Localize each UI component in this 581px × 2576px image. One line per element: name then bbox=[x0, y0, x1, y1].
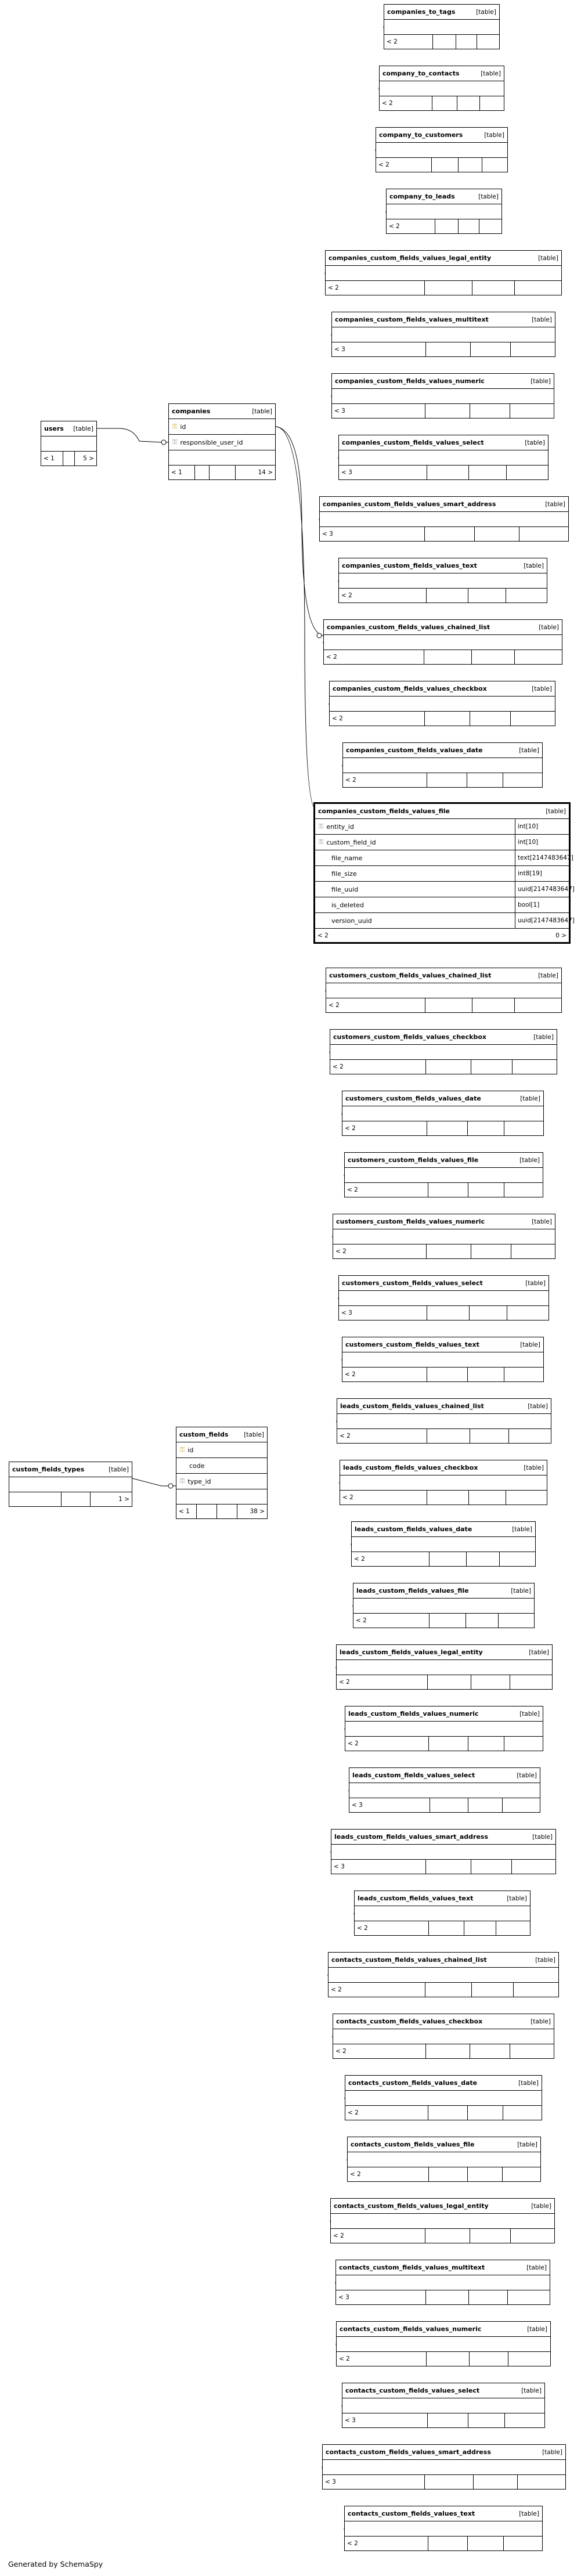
table-type: [table] bbox=[518, 2079, 539, 2087]
table-customers-custom-fields-values-chained-list[interactable] bbox=[326, 968, 562, 1013]
table-companies-custom-fields-values-select[interactable] bbox=[338, 435, 548, 480]
table-companies-custom-fields-values-text[interactable] bbox=[338, 558, 547, 603]
foot-left: < 2 bbox=[345, 2106, 428, 2120]
foot-left: < 3 bbox=[332, 342, 426, 356]
column-name: responsible_user_id bbox=[180, 438, 243, 446]
foot-left: < 2 bbox=[352, 1552, 430, 1566]
column-type: uuid[2147483647] bbox=[518, 917, 575, 924]
foreign-key-icon: ⚿ bbox=[319, 838, 324, 846]
table-customers-custom-fields-values-file[interactable] bbox=[344, 1152, 543, 1197]
table-customers-custom-fields-values-select[interactable] bbox=[338, 1275, 549, 1321]
table-name: leads_custom_fields_values_legal_entity bbox=[340, 1648, 483, 1656]
foot-left: < 1 bbox=[176, 1505, 197, 1518]
edge-end-circle bbox=[168, 1484, 173, 1488]
foot-left: < 2 bbox=[355, 1921, 429, 1935]
table-type: [table] bbox=[512, 1525, 532, 1533]
foreign-key-icon: ⚿ bbox=[180, 1477, 185, 1485]
foot-left: < 2 bbox=[317, 932, 329, 939]
table-name: customers_custom_fields_values_file bbox=[348, 1156, 479, 1164]
foot-left: < 3 bbox=[331, 1860, 426, 1874]
foreign-key-icon: ⚿ bbox=[172, 438, 178, 446]
table-type: [table] bbox=[519, 746, 539, 754]
foot-left: < 2 bbox=[387, 219, 435, 233]
edge-end-circle bbox=[161, 440, 166, 445]
table-type: [table] bbox=[531, 377, 551, 385]
table-name: companies_to_tags bbox=[387, 8, 456, 16]
table-company-to-leads[interactable] bbox=[386, 189, 502, 234]
table-type: [table] bbox=[532, 1833, 553, 1841]
users-companies-edge bbox=[97, 428, 168, 442]
table-contacts-custom-fields-values-multitext[interactable] bbox=[335, 2260, 550, 2305]
foot-right: 38 > bbox=[250, 1508, 265, 1515]
table-type: [table] bbox=[535, 1956, 555, 1964]
table-contacts-custom-fields-values-date[interactable] bbox=[345, 2075, 542, 2120]
table-name: contacts_custom_fields_values_multitext bbox=[339, 2264, 485, 2271]
table-type: [table] bbox=[542, 2448, 562, 2456]
foot-left: < 3 bbox=[342, 2413, 428, 2427]
table-name: leads_custom_fields_values_date bbox=[355, 1525, 472, 1533]
column-name: custom_field_id bbox=[326, 838, 376, 846]
table-companies-custom-fields-values-chained-list[interactable] bbox=[323, 619, 562, 665]
table-type: [table] bbox=[538, 972, 558, 979]
table-companies-custom-fields-values-file[interactable] bbox=[313, 802, 575, 944]
table-type: [table] bbox=[109, 1466, 129, 1473]
table-contacts-custom-fields-values-select[interactable] bbox=[342, 2383, 545, 2428]
table-customers-custom-fields-values-date[interactable] bbox=[342, 1091, 544, 1136]
table-companies[interactable] bbox=[168, 403, 276, 480]
table-type: [table] bbox=[532, 316, 552, 323]
table-name: custom_fields_types bbox=[12, 1466, 85, 1473]
table-name: customers_custom_fields_values_text bbox=[345, 1341, 479, 1348]
table-name: companies_custom_fields_values_text bbox=[342, 562, 477, 569]
table-name: leads_custom_fields_values_numeric bbox=[348, 1710, 479, 1718]
column-name: id bbox=[187, 1446, 194, 1454]
foot-left: < 3 bbox=[336, 2290, 426, 2304]
column-type: uuid[2147483647] bbox=[518, 886, 575, 893]
column-name: version_uuid bbox=[331, 917, 372, 925]
table-type: [table] bbox=[481, 70, 501, 77]
table-name: contacts_custom_fields_values_checkbox bbox=[336, 2018, 483, 2025]
table-type: [table] bbox=[519, 1156, 540, 1164]
foot-left: < 2 bbox=[337, 1429, 427, 1443]
column-name: id bbox=[180, 423, 186, 431]
table-type: [table] bbox=[528, 1402, 548, 1410]
table-type: [table] bbox=[533, 1033, 554, 1041]
foot-left: < 2 bbox=[343, 773, 427, 787]
table-name: leads_custom_fields_values_checkbox bbox=[343, 1464, 478, 1471]
table-contacts-custom-fields-values-legal-entity[interactable] bbox=[330, 2198, 555, 2243]
table-leads-custom-fields-values-file[interactable] bbox=[353, 1583, 535, 1628]
foot-left: < 3 bbox=[339, 1306, 427, 1320]
table-type: [table] bbox=[73, 425, 93, 432]
table-custom-fields[interactable] bbox=[176, 1427, 268, 1519]
table-type: [table] bbox=[524, 562, 544, 569]
table-name: leads_custom_fields_values_select bbox=[352, 1772, 475, 1779]
column-name: file_size bbox=[331, 870, 357, 878]
table-company-to-contacts[interactable] bbox=[379, 66, 504, 111]
table-leads-custom-fields-values-select[interactable] bbox=[349, 1767, 540, 1813]
column-type: int[10] bbox=[518, 823, 539, 830]
table-type: [table] bbox=[546, 807, 566, 815]
table-type: [table] bbox=[484, 131, 504, 139]
table-name: contacts_custom_fields_values_select bbox=[345, 2387, 480, 2394]
table-type: [table] bbox=[532, 1218, 552, 1225]
table-leads-custom-fields-values-date[interactable] bbox=[351, 1521, 536, 1567]
table-contacts-custom-fields-values-numeric[interactable] bbox=[336, 2321, 551, 2366]
foot-left: < 2 bbox=[331, 2229, 425, 2243]
foot-left: < 2 bbox=[345, 2537, 428, 2550]
table-companies-custom-fields-values-numeric[interactable] bbox=[331, 373, 554, 418]
table-name: contacts_custom_fields_values_legal_entity bbox=[334, 2202, 489, 2210]
foot-left: < 1 bbox=[41, 452, 63, 466]
table-leads-custom-fields-values-numeric[interactable] bbox=[345, 1706, 543, 1751]
column-type: text[2147483647] bbox=[518, 854, 573, 861]
table-type: [table] bbox=[511, 1587, 531, 1594]
table-type: [table] bbox=[517, 2141, 537, 2148]
table-name: contacts_custom_fields_values_file bbox=[351, 2141, 475, 2148]
table-leads-custom-fields-values-checkbox[interactable] bbox=[340, 1460, 547, 1505]
table-name: customers_custom_fields_values_select bbox=[342, 1279, 483, 1287]
table-contacts-custom-fields-values-file[interactable] bbox=[347, 2137, 541, 2182]
foot-left: < 2 bbox=[348, 2167, 429, 2181]
column-name: is_deleted bbox=[331, 901, 364, 909]
foot-left: < 2 bbox=[329, 1983, 425, 1997]
primary-key-icon: ⚿ bbox=[172, 423, 178, 430]
column-name: type_id bbox=[187, 1477, 211, 1485]
table-contacts-custom-fields-values-text[interactable] bbox=[344, 2506, 543, 2551]
table-name: leads_custom_fields_values_text bbox=[358, 1895, 474, 1902]
foot-left: < 2 bbox=[342, 1368, 427, 1381]
table-name: companies_custom_fields_values_numeric bbox=[335, 377, 485, 385]
column-name: entity_id bbox=[326, 822, 354, 831]
table-name: leads_custom_fields_values_chained_list bbox=[340, 1402, 484, 1410]
foot-left: < 2 bbox=[330, 1060, 426, 1074]
table-type: [table] bbox=[525, 439, 545, 446]
table-type: [table] bbox=[517, 1772, 537, 1779]
table-name: contacts_custom_fields_values_smart_address bbox=[326, 2448, 491, 2456]
foot-left: < 2 bbox=[326, 998, 425, 1012]
foot-left: < 3 bbox=[323, 2475, 425, 2489]
table-leads-custom-fields-values-chained-list[interactable] bbox=[337, 1398, 551, 1444]
table-name: companies_custom_fields_values_smart_address bbox=[323, 500, 496, 508]
foot-left: < 2 bbox=[337, 1675, 428, 1689]
table-type: [table] bbox=[519, 1710, 540, 1718]
companies-to-file-edge bbox=[276, 427, 316, 810]
column-name: file_name bbox=[331, 854, 363, 862]
table-name: customers_custom_fields_values_chained_list bbox=[329, 972, 492, 979]
foot-left: < 2 bbox=[380, 96, 432, 110]
table-type: [table] bbox=[545, 500, 565, 508]
foot-left: < 2 bbox=[337, 2352, 427, 2366]
table-customers-custom-fields-values-text[interactable] bbox=[342, 1337, 544, 1382]
table-name: companies_custom_fields_values_select bbox=[342, 439, 484, 446]
foot-left: < 2 bbox=[340, 1491, 427, 1505]
table-contacts-custom-fields-values-checkbox[interactable] bbox=[333, 2014, 554, 2059]
table-companies-custom-fields-values-legal-entity[interactable] bbox=[325, 250, 562, 295]
foot-right: 5 > bbox=[83, 455, 94, 462]
foot-left: < 2 bbox=[330, 712, 425, 726]
table-companies-custom-fields-values-multitext[interactable] bbox=[331, 312, 555, 357]
column-type: bool[1] bbox=[518, 901, 540, 908]
table-name: leads_custom_fields_values_file bbox=[356, 1587, 469, 1594]
table-users[interactable] bbox=[41, 421, 97, 466]
table-name: company_to_leads bbox=[389, 193, 455, 200]
foot-left: < 2 bbox=[333, 1244, 427, 1258]
table-name: customers_custom_fields_values_checkbox bbox=[333, 1033, 486, 1041]
table-name: companies bbox=[172, 407, 211, 415]
table-type: [table] bbox=[476, 8, 496, 16]
table-type: [table] bbox=[531, 2202, 551, 2210]
table-type: [table] bbox=[538, 254, 558, 262]
table-name: custom_fields bbox=[179, 1431, 229, 1438]
foot-left: < 2 bbox=[342, 1121, 427, 1135]
table-name: companies_custom_fields_values_date bbox=[346, 746, 483, 754]
table-name: customers_custom_fields_values_date bbox=[345, 1095, 481, 1102]
table-type: [table] bbox=[521, 2387, 542, 2394]
table-name: contacts_custom_fields_values_chained_list bbox=[331, 1956, 487, 1964]
table-contacts-custom-fields-values-chained-list[interactable] bbox=[328, 1952, 559, 1997]
foot-left: < 2 bbox=[384, 35, 433, 49]
foot-left: < 1 bbox=[169, 466, 195, 479]
foot-left: < 2 bbox=[345, 1737, 429, 1751]
table-companies-custom-fields-values-checkbox[interactable] bbox=[329, 681, 555, 726]
foot-left: < 2 bbox=[376, 158, 432, 172]
table-customers-custom-fields-values-checkbox[interactable] bbox=[330, 1029, 557, 1074]
edge-end-circle bbox=[317, 633, 322, 638]
table-type: [table] bbox=[507, 1895, 527, 1902]
foreign-key-icon: ⚿ bbox=[319, 822, 324, 830]
table-name: leads_custom_fields_values_smart_address bbox=[334, 1833, 489, 1841]
table-type: [table] bbox=[531, 2018, 551, 2025]
foot-right: 1 > bbox=[118, 1496, 129, 1503]
table-companies-custom-fields-values-date[interactable] bbox=[342, 742, 543, 788]
table-name: company_to_customers bbox=[379, 131, 463, 139]
table-contacts-custom-fields-values-smart-address[interactable] bbox=[322, 2444, 566, 2490]
table-custom-fields-types[interactable] bbox=[9, 1462, 132, 1507]
table-name: companies_custom_fields_values_multitext bbox=[335, 316, 489, 323]
table-customers-custom-fields-values-numeric[interactable] bbox=[333, 1214, 555, 1259]
table-name: companies_custom_fields_values_file bbox=[318, 807, 450, 815]
table-type: [table] bbox=[539, 623, 559, 631]
table-leads-custom-fields-values-text[interactable] bbox=[354, 1890, 531, 1936]
primary-key-icon: ⚿ bbox=[180, 1446, 185, 1453]
column-type: int8[19] bbox=[518, 870, 542, 877]
table-type: [table] bbox=[244, 1431, 264, 1438]
table-companies-to-tags[interactable] bbox=[384, 4, 500, 49]
foot-left: < 2 bbox=[353, 1614, 430, 1628]
foot-left: < 3 bbox=[320, 527, 425, 541]
table-type: [table] bbox=[529, 1648, 549, 1656]
table-type: [table] bbox=[526, 2264, 547, 2271]
types-to-fields-edge bbox=[132, 1478, 176, 1486]
table-name: contacts_custom_fields_values_date bbox=[348, 2079, 478, 2087]
companies-to-chained-edge bbox=[276, 427, 323, 636]
foot-left: < 2 bbox=[324, 650, 424, 664]
foot-left: < 3 bbox=[339, 466, 427, 479]
foot-left: < 2 bbox=[326, 281, 425, 295]
foot-left: < 3 bbox=[349, 1798, 430, 1812]
table-name: companies_custom_fields_values_legal_entity bbox=[329, 254, 492, 262]
foot-right: 0 > bbox=[555, 932, 566, 939]
table-name: company_to_contacts bbox=[382, 70, 460, 77]
table-type: [table] bbox=[519, 2510, 539, 2517]
table-type: [table] bbox=[527, 2325, 547, 2333]
table-type: [table] bbox=[520, 1341, 540, 1348]
foot-right: 14 > bbox=[258, 469, 273, 476]
table-type: [table] bbox=[478, 193, 499, 200]
generator-credit: Generated by SchemaSpy bbox=[8, 2560, 103, 2568]
table-companies-custom-fields-values-smart-address[interactable] bbox=[319, 496, 569, 542]
table-type: [table] bbox=[252, 407, 272, 415]
foot-left: < 2 bbox=[345, 1183, 428, 1197]
column-type: int[10] bbox=[518, 839, 539, 846]
foot-left: < 3 bbox=[332, 404, 425, 418]
table-name: contacts_custom_fields_values_numeric bbox=[340, 2325, 482, 2333]
table-leads-custom-fields-values-legal-entity[interactable] bbox=[336, 1644, 553, 1690]
table-name: companies_custom_fields_values_checkbox bbox=[333, 685, 487, 692]
table-company-to-customers[interactable] bbox=[376, 127, 508, 172]
table-leads-custom-fields-values-smart-address[interactable] bbox=[331, 1829, 556, 1874]
foot-left: < 2 bbox=[333, 2044, 426, 2058]
table-type: [table] bbox=[520, 1095, 540, 1102]
table-type: [table] bbox=[525, 1279, 546, 1287]
table-name: companies_custom_fields_values_chained_list bbox=[327, 623, 490, 631]
table-type: [table] bbox=[532, 685, 552, 692]
table-name: users bbox=[44, 425, 64, 432]
table-type: [table] bbox=[524, 1464, 544, 1471]
table-name: customers_custom_fields_values_numeric bbox=[336, 1218, 485, 1225]
foot-left: < 2 bbox=[339, 589, 427, 602]
column-name: code bbox=[189, 1462, 205, 1470]
table-name: contacts_custom_fields_values_text bbox=[348, 2510, 475, 2517]
column-name: file_uuid bbox=[331, 885, 359, 893]
